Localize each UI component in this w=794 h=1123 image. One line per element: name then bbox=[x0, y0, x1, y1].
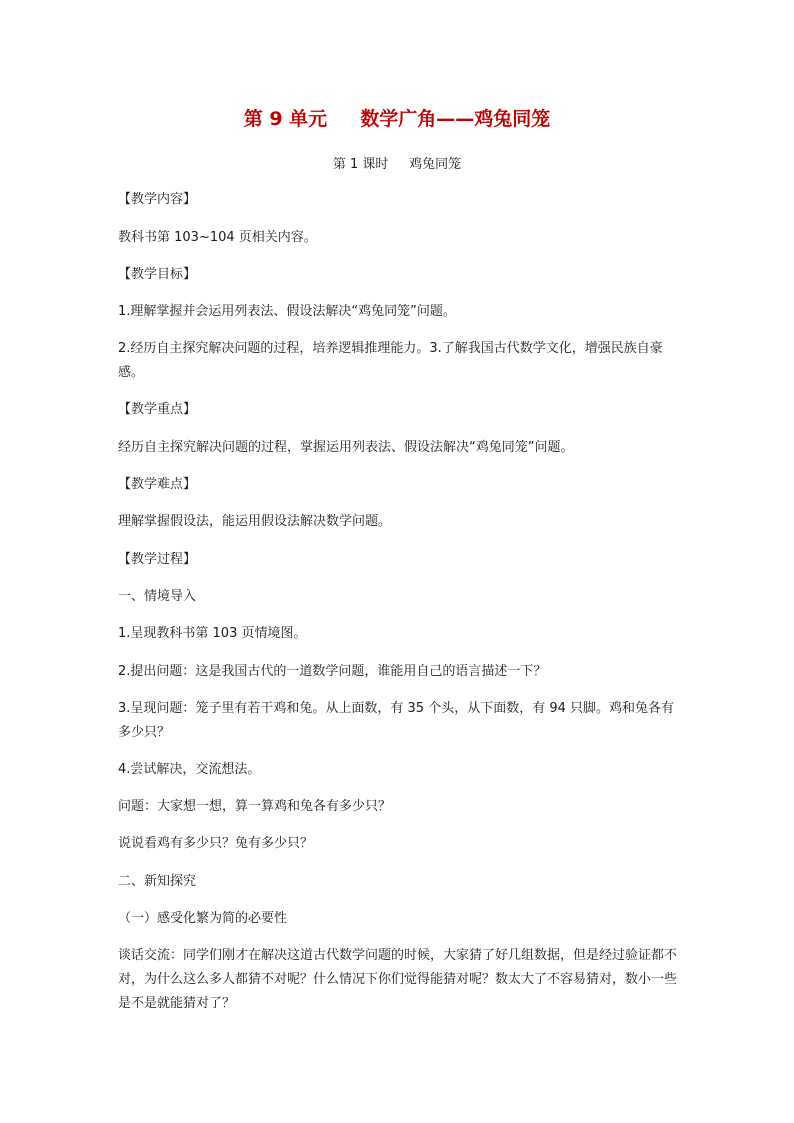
paragraph: 经历自主探究解决问题的过程，掌握运用列表法、假设法解决“鸡兔同笼”问题。 bbox=[118, 440, 574, 455]
subsection-heading: （一）感受化繁为简的必要性 bbox=[118, 911, 288, 926]
heading-key-points: 【教学重点】 bbox=[118, 402, 197, 417]
section-heading: 二、新知探究 bbox=[118, 874, 197, 889]
heading-goals: 【教学目标】 bbox=[118, 267, 197, 282]
heading-content: 【教学内容】 bbox=[118, 192, 197, 207]
paragraph: 4.尝试解决，交流想法。 bbox=[118, 762, 261, 777]
paragraph: 谈话交流：同学们刚才在解决这道古代数学问题的时候，大家猜了好几组数据，但是经过验证都不对，为什么这么多人都猜不对呢？什么情况下你们觉得能猜对呢？数太大了不容易猜对，数小一些是不是就能猜对了？ bbox=[118, 948, 678, 1011]
paragraph: 1.呈现教科书第 103 页情境图。 bbox=[118, 626, 307, 641]
paragraph: 说说看鸡有多少只？兔有多少只？ bbox=[118, 836, 314, 851]
heading-process: 【教学过程】 bbox=[118, 552, 197, 567]
page-title: 第 9 单元 数学广角——鸡兔同笼 bbox=[243, 108, 551, 130]
heading-difficulties: 【教学难点】 bbox=[118, 477, 197, 492]
paragraph: 教科书第 103~104 页相关内容。 bbox=[118, 230, 317, 245]
section-heading: 一、情境导入 bbox=[118, 589, 197, 604]
paragraph: 3.呈现问题：笼子里有若干鸡和兔。从上面数，有 35 个头，从下面数，有 94 只脚。鸡和兔各有多少只？ bbox=[118, 701, 675, 740]
paragraph: 2.经历自主探究解决问题的过程，培养逻辑推理能力。3.了解我国古代数学文化，增强民族自豪感。 bbox=[118, 341, 663, 380]
lesson-subtitle: 第 1 课时 鸡兔同笼 bbox=[332, 157, 462, 172]
paragraph: 问题：大家想一想，算一算鸡和兔各有多少只？ bbox=[118, 799, 392, 814]
paragraph: 2.提出问题：这是我国古代的一道数学问题，谁能用自己的语言描述一下？ bbox=[118, 664, 547, 679]
paragraph: 理解掌握假设法，能运用假设法解决数学问题。 bbox=[118, 514, 392, 529]
paragraph: 1.理解掌握并会运用列表法、假设法解决“鸡兔同笼”问题。 bbox=[118, 304, 456, 319]
